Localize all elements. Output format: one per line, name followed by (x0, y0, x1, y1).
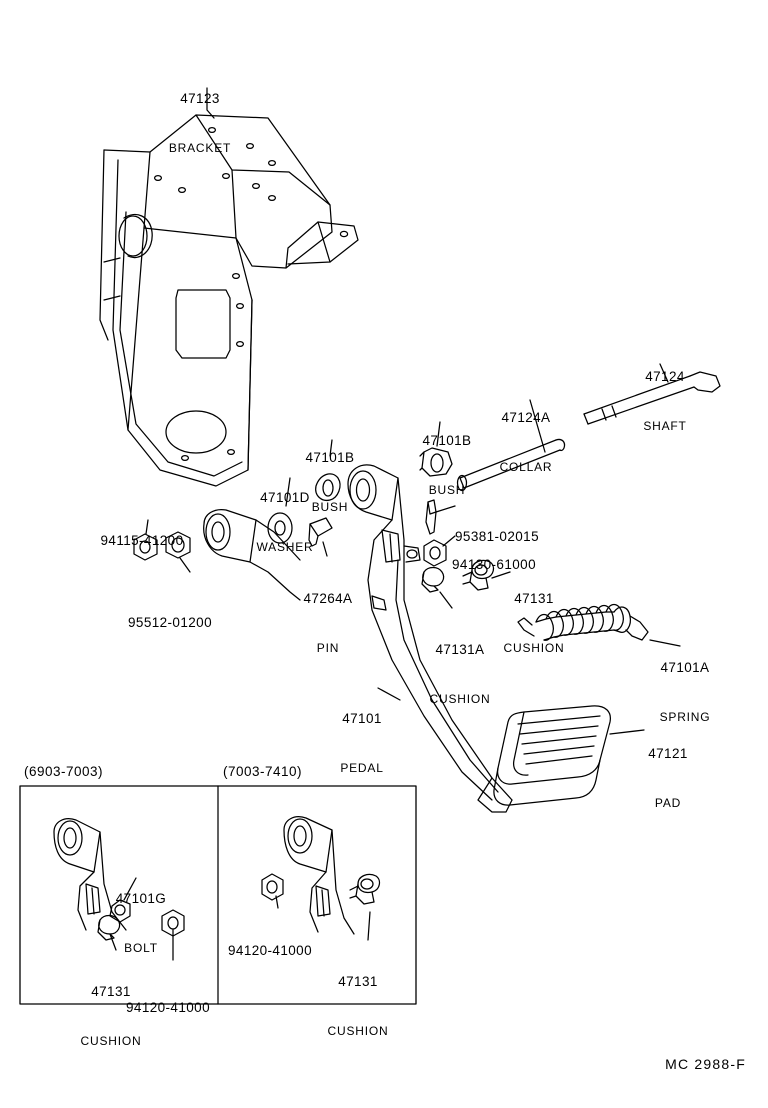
part-code: 47124 (645, 368, 685, 384)
part-code: 47101A (660, 659, 710, 675)
part-code: 94130-61000 (452, 556, 536, 572)
inset-title-2: (7003-7410) (223, 764, 303, 779)
part-code: 47101B (422, 432, 472, 448)
part-name: PAD (654, 795, 682, 810)
part-name: SPRING (659, 709, 711, 724)
part-code: 47131 (91, 983, 131, 999)
part-code: 47101D (260, 489, 310, 505)
part-code: 94115-41200 (100, 532, 184, 548)
part-name: CUSHION (327, 1023, 389, 1038)
part-code: 47123 (180, 90, 220, 106)
part-name: CUSHION (429, 691, 491, 706)
label-47264a-pin (288, 555, 368, 691)
label-47131-cushion-inset2 (315, 938, 401, 1074)
part-name: CUSHION (503, 640, 565, 655)
part-name: BUSH (428, 482, 466, 497)
part-code: 47124A (501, 409, 551, 425)
label-47123-bracket (155, 55, 245, 191)
label-47131a-cushion (417, 606, 503, 742)
part-code: 47121 (648, 745, 688, 761)
label-47124-shaft (625, 333, 705, 469)
label-47101-pedal (322, 675, 402, 811)
label-94120-41000-inset2 (210, 907, 330, 994)
part-name: BUSH (311, 499, 349, 514)
part-code: 47101G (115, 890, 167, 906)
part-name: COLLAR (499, 459, 553, 474)
part-name: PIN (316, 640, 340, 655)
label-47121-pad (633, 710, 703, 846)
inset-title-1: (6903-7003) (24, 764, 104, 779)
label-47124a-collar (481, 374, 571, 510)
part-name: SHAFT (643, 418, 687, 433)
pad-47121 (494, 706, 644, 805)
part-code: 94120-41000 (126, 999, 210, 1015)
part-name: WASHER (256, 539, 314, 554)
label-47131-cushion-right (491, 555, 577, 691)
part-code: 94120-41000 (228, 942, 312, 958)
part-code: 47101 (342, 710, 382, 726)
label-94115-41200 (82, 497, 202, 584)
part-name: PEDAL (340, 760, 384, 775)
part-code: 95381-02015 (455, 528, 539, 544)
diagram-footer-code: MC 2988-F (665, 1056, 746, 1072)
label-95512-01200 (110, 579, 230, 666)
part-code: 47131 (338, 973, 378, 989)
part-code: 47101B (305, 449, 355, 465)
part-name: BOLT (124, 940, 158, 955)
part-name: BRACKET (168, 140, 232, 155)
part-code: 95512-01200 (128, 614, 212, 630)
part-code: 47131 (514, 590, 554, 606)
part-code: 47264A (303, 590, 353, 606)
part-name: CUSHION (80, 1033, 142, 1048)
part-code: 47131A (435, 641, 485, 657)
